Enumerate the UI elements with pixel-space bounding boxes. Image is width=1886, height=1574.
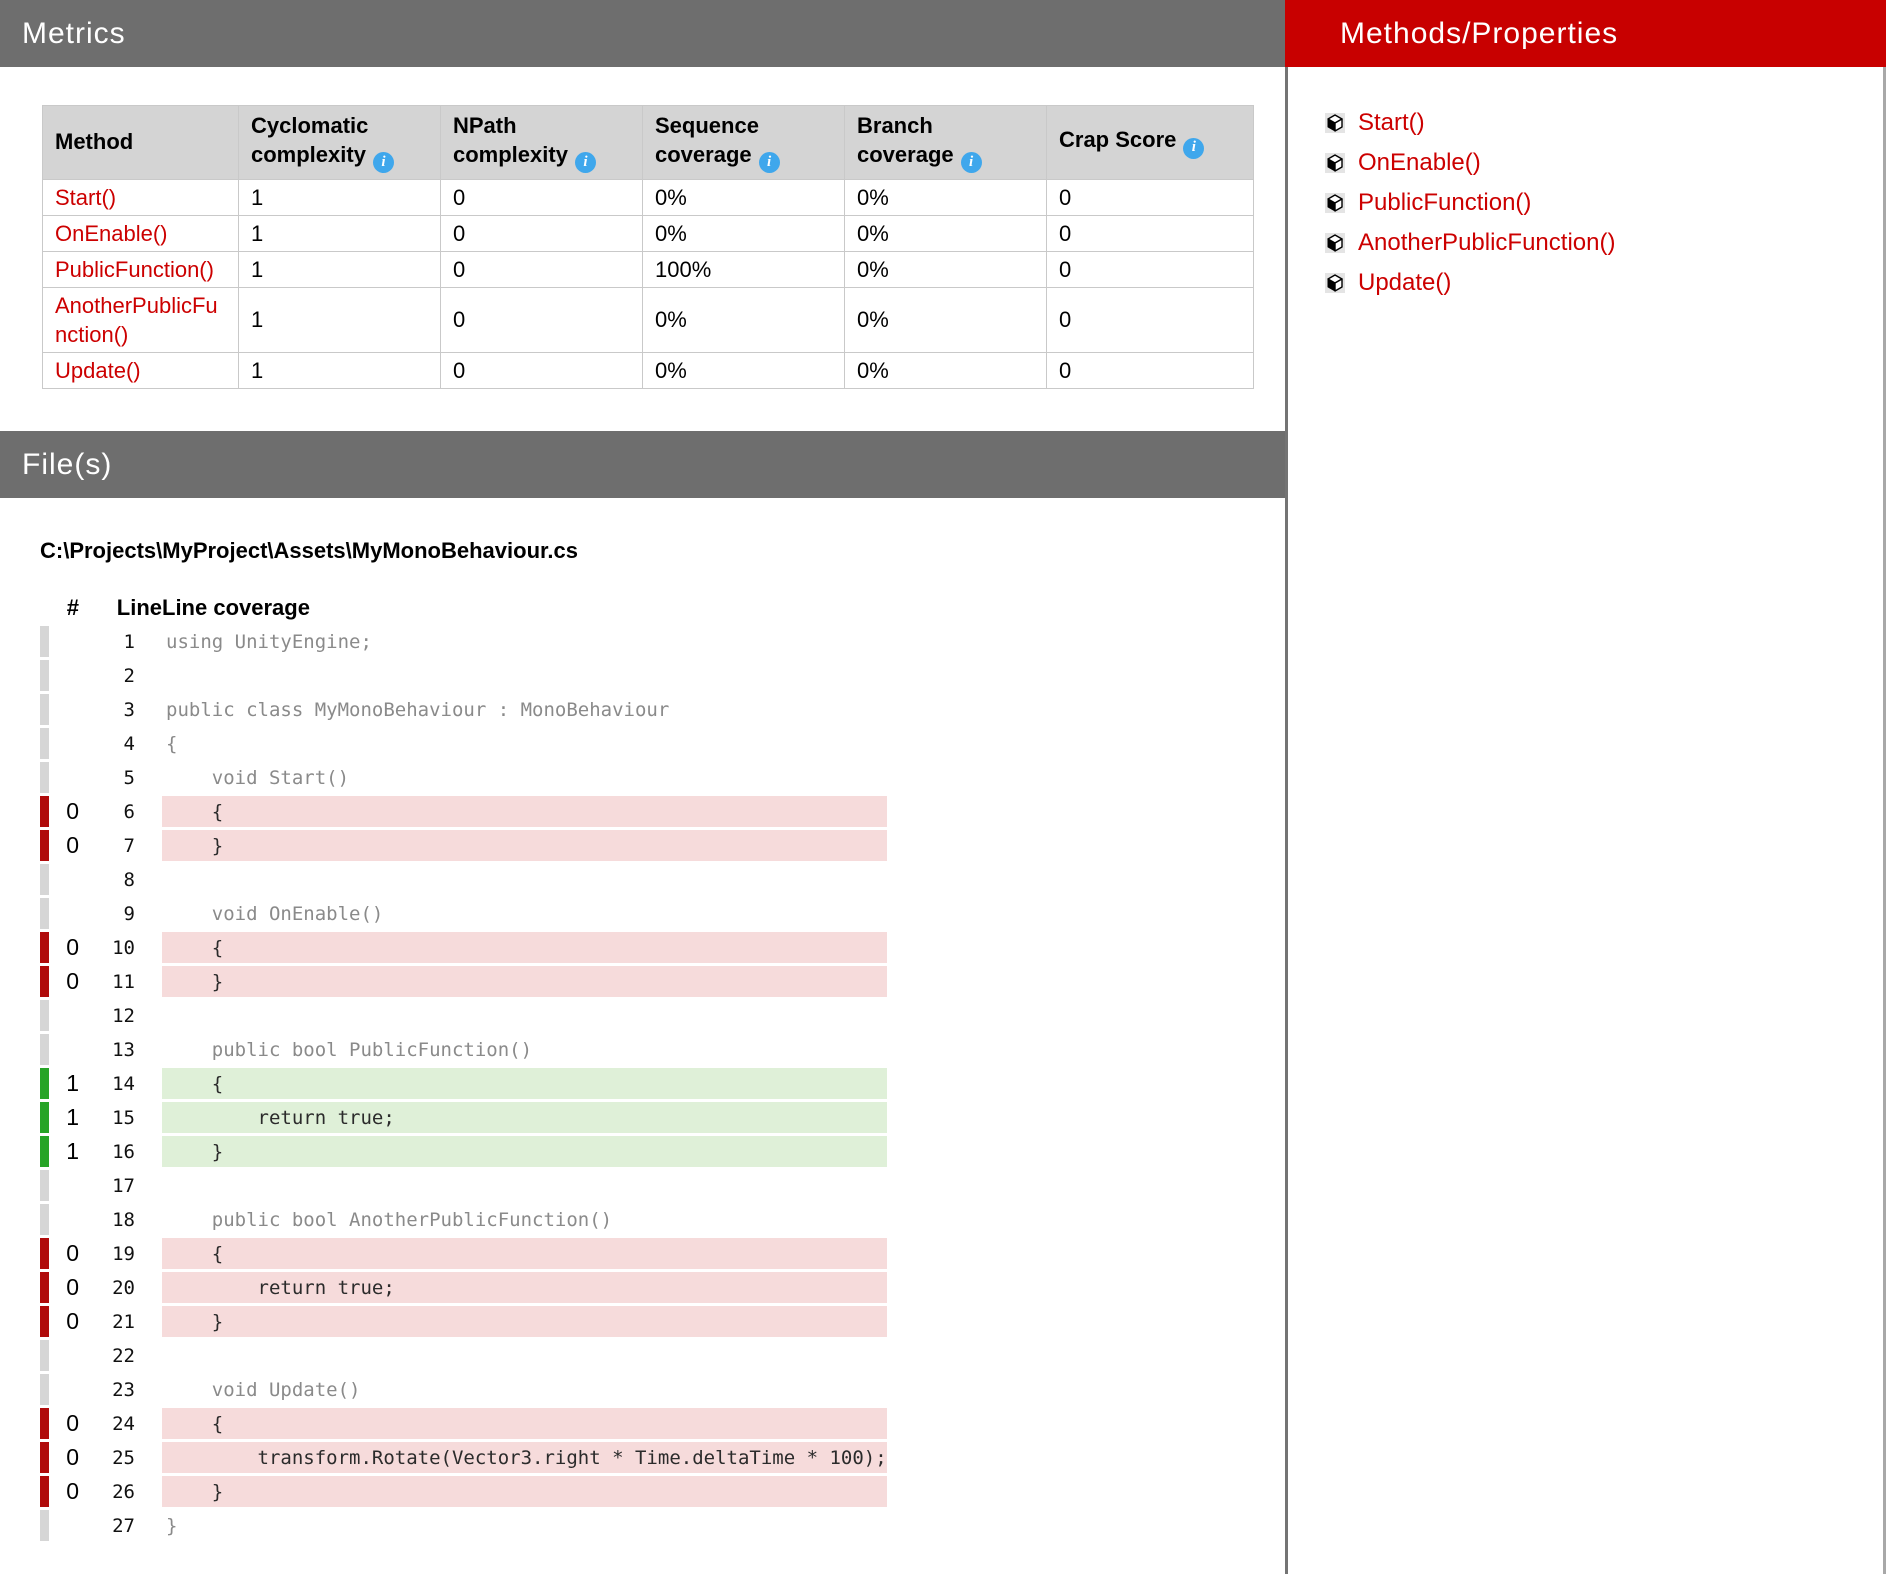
line-number: 22 (112, 1344, 135, 1367)
line-number: 8 (123, 868, 135, 891)
method-list-item (1325, 183, 1873, 223)
metrics-column-label: Crap Score (1059, 127, 1177, 153)
crap-score-cell: 0 (1047, 179, 1254, 215)
info-icon[interactable]: i (575, 152, 596, 173)
method-list (1288, 67, 1883, 313)
code-line-row (40, 1034, 887, 1065)
branch-coverage-cell: 0% (845, 353, 1047, 389)
methods-properties-title: Methods/Properties (1340, 16, 1619, 50)
hit-count (49, 1000, 79, 1031)
code-line-row (40, 1204, 887, 1235)
code-text: transform.Rotate(Vector3.right * Time.deltaTime * 100); (162, 1442, 887, 1473)
code-line-row (40, 1170, 887, 1201)
method-link[interactable]: AnotherPublicFunction() (1358, 229, 1616, 256)
method-link[interactable]: Update() (55, 358, 141, 383)
code-line-row (40, 660, 887, 691)
cube-icon (1325, 233, 1345, 253)
line-number: 2 (123, 664, 135, 687)
code-header-row (40, 593, 887, 623)
hit-count: 0 (66, 1240, 79, 1267)
coverage-indicator-bar (40, 1204, 49, 1235)
metrics-table-row (43, 353, 1254, 389)
metrics-column-header (845, 106, 1047, 180)
code-text (162, 1340, 887, 1371)
metrics-table-row (43, 287, 1254, 352)
line-column-header: Line (116, 595, 162, 621)
code-line-row (40, 762, 887, 793)
line-number: 20 (112, 1276, 135, 1299)
info-icon[interactable]: i (373, 152, 394, 173)
hit-count: 0 (66, 1410, 79, 1437)
crap-score-cell: 0 (1047, 251, 1254, 287)
method-link[interactable]: PublicFunction() (55, 256, 214, 282)
npath-complexity-cell: 0 (441, 179, 643, 215)
hit-count: 1 (66, 1104, 79, 1131)
crap-score-cell: 0 (1047, 353, 1254, 389)
code-text: void OnEnable() (166, 902, 384, 925)
method-link[interactable]: Start() (55, 184, 117, 210)
hit-count: 0 (66, 1308, 79, 1335)
code-line-row (40, 1000, 887, 1031)
hit-count: 1 (66, 1070, 79, 1097)
coverage-indicator-bar (40, 1136, 49, 1167)
hit-count: 0 (66, 832, 79, 859)
coverage-indicator-bar (40, 728, 49, 759)
line-number: 17 (112, 1174, 135, 1197)
files-section-header (0, 431, 1285, 498)
methods-properties-header (1285, 0, 1886, 67)
metrics-table-body (43, 179, 1254, 388)
code-text: return true; (162, 1272, 887, 1303)
method-cell (43, 353, 239, 389)
code-line-row (40, 626, 887, 657)
npath-complexity-cell: 0 (441, 353, 643, 389)
coverage-indicator-bar (40, 626, 49, 657)
coverage-indicator-bar (40, 762, 49, 793)
hit-count (49, 762, 79, 793)
npath-complexity-cell: 0 (441, 287, 643, 352)
coverage-indicator-bar (40, 1374, 49, 1405)
metrics-column-header (643, 106, 845, 180)
hit-count: 0 (66, 798, 79, 825)
coverage-indicator-bar (40, 1034, 49, 1065)
code-text: using UnityEngine; (166, 630, 372, 653)
method-list-item (1325, 103, 1873, 143)
coverage-indicator-bar (40, 932, 49, 963)
hit-count (49, 1170, 79, 1201)
code-line-row (40, 1442, 887, 1473)
cube-icon (1325, 113, 1345, 133)
npath-complexity-cell: 0 (441, 251, 643, 287)
hits-column-header: # (66, 595, 79, 621)
hit-count (49, 1374, 79, 1405)
method-link[interactable]: AnotherPublicFunction() (55, 292, 218, 347)
hit-count (49, 898, 79, 929)
coverage-indicator-bar (40, 694, 49, 725)
code-text: } (166, 1514, 178, 1537)
coverage-indicator-bar (40, 796, 49, 827)
sequence-coverage-cell: 0% (643, 215, 845, 251)
method-cell (43, 287, 239, 352)
coverage-indicator-bar (40, 1272, 49, 1303)
code-text: public bool AnotherPublicFunction() (166, 1208, 613, 1231)
coverage-indicator-bar (40, 864, 49, 895)
line-coverage-table (40, 590, 887, 1544)
metrics-column-header (441, 106, 643, 180)
code-line-row (40, 1068, 887, 1099)
branch-coverage-cell: 0% (845, 179, 1047, 215)
code-text: return true; (162, 1102, 887, 1133)
code-table-body (40, 626, 887, 1541)
coverage-indicator-bar (40, 1408, 49, 1439)
method-link[interactable]: OnEnable() (1358, 149, 1481, 176)
cyclomatic-complexity-cell: 1 (239, 251, 441, 287)
code-line-row (40, 796, 887, 827)
line-number: 3 (123, 698, 135, 721)
line-number: 18 (112, 1208, 135, 1231)
line-number: 10 (112, 936, 135, 959)
hit-count: 0 (66, 934, 79, 961)
branch-coverage-cell: 0% (845, 287, 1047, 352)
line-number: 19 (112, 1242, 135, 1265)
line-number: 12 (112, 1004, 135, 1027)
code-text: { (162, 1238, 887, 1269)
code-line-row (40, 898, 887, 929)
line-number: 4 (123, 732, 135, 755)
cube-icon (1325, 153, 1345, 173)
code-line-row (40, 1238, 887, 1269)
code-text: { (162, 932, 887, 963)
coverage-indicator-bar (40, 1000, 49, 1031)
code-line-row (40, 1510, 887, 1541)
method-cell (43, 251, 239, 287)
coverage-indicator-bar (40, 660, 49, 691)
hit-count (49, 1034, 79, 1065)
coverage-indicator-bar (40, 966, 49, 997)
line-number: 27 (112, 1514, 135, 1537)
coverage-indicator-bar (40, 1476, 49, 1507)
code-line-row (40, 694, 887, 725)
cyclomatic-complexity-cell: 1 (239, 215, 441, 251)
code-text: { (162, 796, 887, 827)
branch-coverage-cell: 0% (845, 215, 1047, 251)
line-number: 14 (112, 1072, 135, 1095)
files-title: File(s) (22, 447, 113, 481)
cyclomatic-complexity-cell: 1 (239, 287, 441, 352)
code-text: { (166, 732, 178, 755)
coverage-indicator-bar (40, 1510, 49, 1541)
hit-count: 0 (66, 968, 79, 995)
metrics-column-header (1047, 106, 1254, 180)
code-line-row (40, 1136, 887, 1167)
metrics-column-header (43, 106, 239, 180)
metrics-table-row (43, 215, 1254, 251)
metrics-column-label: Cyclomatic complexity (251, 113, 369, 167)
coverage-indicator-bar (40, 830, 49, 861)
info-icon[interactable]: i (1183, 138, 1204, 159)
code-text (162, 864, 887, 895)
cube-icon (1325, 193, 1345, 213)
hit-count: 0 (66, 1444, 79, 1471)
line-number: 6 (123, 800, 135, 823)
metrics-table (42, 105, 1254, 389)
hit-count (49, 1510, 79, 1541)
code-line-row (40, 1374, 887, 1405)
hit-count: 1 (66, 1138, 79, 1165)
code-text (162, 1000, 887, 1031)
coverage-indicator-bar (40, 1102, 49, 1133)
code-text (162, 1170, 887, 1201)
code-text: } (162, 1476, 887, 1507)
hit-count (49, 1204, 79, 1235)
code-text: void Start() (166, 766, 350, 789)
metrics-column-label: NPath complexity (453, 113, 568, 167)
metrics-column-header (239, 106, 441, 180)
coverage-indicator-bar (40, 1170, 49, 1201)
file-content (0, 498, 1285, 1574)
metrics-column-label: Method (55, 129, 134, 155)
cyclomatic-complexity-cell: 1 (239, 353, 441, 389)
metrics-title: Metrics (22, 16, 126, 50)
code-line-row (40, 1272, 887, 1303)
hit-count: 0 (66, 1274, 79, 1301)
code-line-row (40, 1476, 887, 1507)
code-line-row (40, 1408, 887, 1439)
crap-score-cell: 0 (1047, 287, 1254, 352)
method-cell (43, 179, 239, 215)
info-icon[interactable]: i (961, 152, 982, 173)
hit-count (49, 1340, 79, 1371)
code-line-row (40, 864, 887, 895)
code-line-row (40, 830, 887, 861)
method-list-item (1325, 263, 1873, 303)
sequence-coverage-cell: 0% (643, 179, 845, 215)
line-number: 1 (123, 630, 135, 653)
line-number: 11 (112, 970, 135, 993)
hit-count (49, 864, 79, 895)
code-line-row (40, 1306, 887, 1337)
method-link[interactable]: PublicFunction() (1358, 189, 1532, 216)
cube-icon (1325, 273, 1345, 293)
code-text: public class MyMonoBehaviour : MonoBehaviour (166, 698, 670, 721)
code-text: { (162, 1068, 887, 1099)
line-number: 24 (112, 1412, 135, 1435)
code-text: public bool PublicFunction() (166, 1038, 533, 1061)
code-line-row (40, 966, 887, 997)
code-text: } (162, 1306, 887, 1337)
line-number: 16 (112, 1140, 135, 1163)
coverage-bar-column-header (40, 593, 49, 623)
coverage-indicator-bar (40, 1306, 49, 1337)
line-coverage-column-header: Line coverage (162, 595, 310, 621)
code-line-row (40, 1340, 887, 1371)
metrics-column-label: Sequence coverage (655, 113, 759, 167)
method-cell (43, 215, 239, 251)
metrics-column-label: Branch coverage (857, 113, 954, 167)
line-number: 25 (112, 1446, 135, 1469)
line-number: 7 (123, 834, 135, 857)
hit-count (49, 728, 79, 759)
line-number: 15 (112, 1106, 135, 1129)
metrics-section-header (0, 0, 1285, 67)
coverage-indicator-bar (40, 1442, 49, 1473)
hit-count: 0 (66, 1478, 79, 1505)
branch-coverage-cell: 0% (845, 251, 1047, 287)
code-text: void Update() (166, 1378, 361, 1401)
code-text: } (162, 830, 887, 861)
line-number: 21 (112, 1310, 135, 1333)
metrics-content (0, 67, 1285, 389)
coverage-indicator-bar (40, 898, 49, 929)
line-number: 26 (112, 1480, 135, 1503)
coverage-indicator-bar (40, 1340, 49, 1371)
method-link[interactable]: Start() (1358, 109, 1425, 136)
metrics-table-row (43, 251, 1254, 287)
method-list-item (1325, 143, 1873, 183)
method-list-item (1325, 223, 1873, 263)
hit-count (49, 660, 79, 691)
code-text (162, 660, 887, 691)
code-line-row (40, 728, 887, 759)
metrics-table-row (43, 179, 1254, 215)
cyclomatic-complexity-cell: 1 (239, 179, 441, 215)
hit-count (49, 694, 79, 725)
line-number: 23 (112, 1378, 135, 1401)
line-number: 9 (123, 902, 135, 925)
crap-score-cell: 0 (1047, 215, 1254, 251)
line-number: 5 (123, 766, 135, 789)
info-icon[interactable]: i (759, 152, 780, 173)
sequence-coverage-cell: 0% (643, 353, 845, 389)
metrics-header-row (43, 106, 1254, 180)
line-number: 13 (112, 1038, 135, 1061)
code-line-row (40, 932, 887, 963)
code-text: } (162, 1136, 887, 1167)
hit-count (49, 626, 79, 657)
methods-properties-panel (1285, 0, 1886, 1574)
sequence-coverage-cell: 0% (643, 287, 845, 352)
method-link[interactable]: OnEnable() (55, 220, 168, 246)
method-link[interactable]: Update() (1358, 269, 1452, 296)
coverage-indicator-bar (40, 1238, 49, 1269)
code-text: { (162, 1408, 887, 1439)
code-line-row (40, 1102, 887, 1133)
sequence-coverage-cell: 100% (643, 251, 845, 287)
file-path: C:\Projects\MyProject\Assets\MyMonoBehaviour.cs (40, 538, 578, 564)
coverage-indicator-bar (40, 1068, 49, 1099)
npath-complexity-cell: 0 (441, 215, 643, 251)
code-text: } (162, 966, 887, 997)
